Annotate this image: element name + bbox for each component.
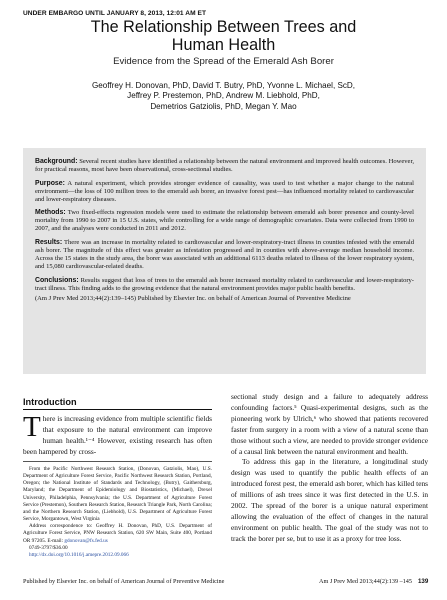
authors-line-1: Geoffrey H. Donovan, PhD, David T. Butry, PhD, Yvonne L. Michael, ScD, [91, 81, 356, 90]
authors-line-3: Demetrios Gatziolis, PhD, Megan Y. Mao [150, 101, 297, 111]
purpose-label: Purpose: [35, 179, 65, 187]
author-list [20, 81, 427, 112]
doi-link[interactable]: http://dx.doi.org/10.1016/j.amepre.2012.09.066 [29, 551, 129, 558]
background-label: Background: [35, 158, 78, 165]
abstract-results [35, 239, 414, 271]
embargo-notice: UNDER EMBARGO UNTIL JANUARY 8, 2013, 12:01 AM ET [23, 10, 207, 17]
results-label: Results: [35, 238, 63, 246]
issn: 0749-3797/$36.00 [29, 544, 68, 551]
email-link[interactable]: gdonovan@fs.fed.us [64, 537, 108, 544]
title-line-2: Human Health [171, 35, 276, 54]
abstract-box [23, 148, 426, 374]
intro-paragraph-right-2: To address this gap in the literature, a longitudinal study design was used to quantify the public health effects of an introduced forest pest, the emerald ash borer, which has killed tens of millions of ash trees since it was first detected in the U.S. in 2002. The spread of the borer is a unique natural experiment allowing the evaluation of the effect of changes in the natural environment on public health. The goal of the study was not to track the borer per se, but to use it as a proxy for tree loss. [231, 457, 428, 543]
correspondence [23, 523, 212, 544]
authors-line-2: Jeffrey P. Prestemon, PhD, Andrew M. Liebhold, PhD, [127, 91, 320, 101]
right-column [231, 392, 428, 545]
left-column [23, 392, 212, 458]
purpose-text: A natural experiment, which provides stronger evidence of causality, was used to test whether a major change to the natural environment—the loss of 100 million trees to the emerald ash borer, an invasive forest pest—has influenced mortality related to cardiovascular and lower-respiratory diseases. [35, 179, 414, 203]
intro-paragraph-left [23, 411, 212, 458]
abstract-conclusions [35, 277, 414, 293]
correspondence-text: Address correspondence to: Geoffrey H. Donovan, PhD, U.S. Department of Agriculture Forest Service, PNW Research Station, 620 SW Main, Suite 400, Portland OR 97205. E-mail: [23, 523, 212, 544]
introduction-heading: Introduction [23, 397, 212, 410]
abstract-background [35, 158, 414, 174]
methods-text: Two fixed-effects regression models were used to estimate the relationship between emerald ash borer presence and county-level mortality from 1990 to 2007 in 15 U.S. states, while controlling for a wide range of demographic covariates. Data were collected from 1990 to 2007, and the analyses were conducted in 2011 and 2012. [35, 209, 414, 233]
abstract-methods [35, 209, 414, 233]
intro-paragraph-right-1: sectional study design and a failure to adequately address confounding factors.⁵ Quasi-experimental designs, such as the pioneering work by Ulrich,⁶ who showed that patients recovered faster from surgery in a room with a view of a natural scene than those without such a view, are needed to provide stronger evidence of a causal link between the natural environment and health. [231, 392, 428, 456]
drop-cap: T [23, 411, 41, 443]
conclusions-text: Results suggest that loss of trees to the emerald ash borer increased mortality related to cardiovascular and lower-respiratory-tract illness. This finding adds to the growing evidence that the natural environment provides major public health benefits. [35, 276, 414, 292]
affiliations-text: From the Pacific Northwest Research Station, (Donovan, Gatziolis, Mao), U.S. Department of Agriculture Forest Service, Pacific Northwest Research Station, Portland, Oregon; the National Institute of Standards and Technology, (Butry), Gaithersburg, Maryland; the Department of Epidemiology and Biostatistics, (Michael), Drexel University, Philadelphia, Pennsylvania; the U.S. Department of Agriculture Forest Service (Prestemon), Southern Research Station, Research Triangle Park, North Carolina; and the Northern Research Station, (Liebhold), U.S. Department of Agriculture Forest Service, Morgantown, West Virginia [23, 466, 212, 523]
intro-text-left: here is increasing evidence from multiple scientific fields that exposure to the natural environment can improve human health.¹⁻⁴ However, existing research has often been hampered by cross- [23, 414, 212, 456]
conclusions-label: Conclusions: [35, 276, 79, 284]
article-title [20, 19, 427, 54]
background-text: Several recent studies have identified a relationship between the natural environment and improved health outcomes. However, for practical reasons, most have been observational, cross-sectional studies. [35, 158, 414, 174]
article-subtitle: Evidence from the Spread of the Emerald Ash Borer [113, 56, 334, 67]
results-text: There was an increase in mortality related to cardiovascular and lower-respiratory-tract illness in counties infested with the emerald ash borer. The magnitude of this effect was greater as infestation progressed and in counties with above-average median household income. Across the 15 states in the study area, the borer was associated with an additional 6113 deaths related to illness of the lower respiratory system, and 15,080 cardiovascular-related deaths. [35, 238, 414, 271]
title-line-1: The Relationship Between Trees and [90, 18, 357, 36]
affiliations-footnote [23, 461, 212, 559]
publisher-footer: Published by Elsevier Inc. on behalf of American Journal of Preventive Medicine [23, 578, 225, 585]
abstract-citation: (Am J Prev Med 2013;44(2):139–145) Published by Elsevier Inc. on behalf of American Journal of Preventive Medicine [35, 295, 351, 303]
methods-label: Methods: [35, 209, 66, 217]
abstract-purpose [35, 180, 414, 204]
page-number: 139 [417, 578, 429, 585]
journal-footer [319, 578, 428, 585]
journal-citation: Am J Prev Med 2013;44(2):139 –145 [319, 578, 412, 585]
